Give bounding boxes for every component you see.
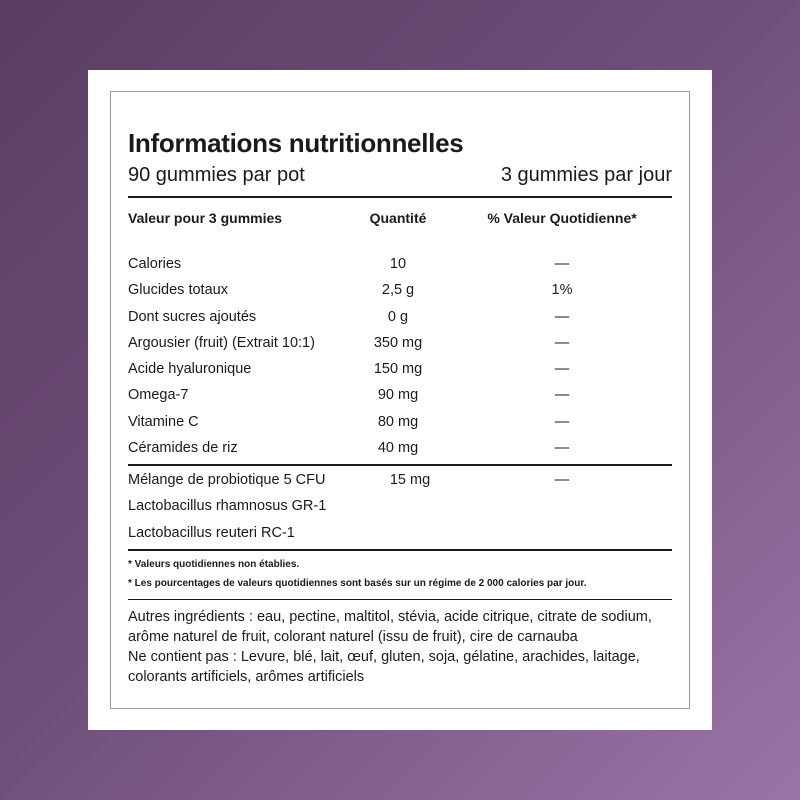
probiotic-strain: Lactobacillus reuteri RC-1 [128, 524, 295, 541]
nutrient-name: Omega-7 [128, 387, 189, 404]
footnote-calorie-basis: * Les pourcentages de valeurs quotidiennes sont basés sur un régime de 2 000 calories par jour. [128, 578, 587, 589]
nutrient-name: Dont sucres ajoutés [128, 308, 257, 325]
header-divider [128, 196, 672, 198]
column-header-name: Valeur pour 3 gummies [128, 210, 283, 226]
ingredients-divider [128, 599, 672, 600]
table-row [128, 278, 672, 304]
probiotic-divider [128, 464, 672, 466]
nutrient-quantity: 2,5 g [381, 282, 415, 299]
nutrient-name: Glucides totaux [128, 282, 228, 299]
nutrient-name: Acide hyaluronique [128, 361, 252, 378]
ingredients-section [128, 607, 672, 687]
nutrient-daily-value: — [554, 440, 570, 457]
nutrient-name: Calories [128, 256, 182, 272]
list-item [128, 494, 672, 520]
nutrient-name: Vitamine C [128, 413, 199, 430]
other-ingredients: Autres ingrédients : eau, pectine, maltitol, stévia, acide citrique, citrate de sodium, arôme naturel de fruit, colorant naturel (issu de fruit), cire de carnauba [128, 609, 652, 645]
nutrient-daily-value: — [554, 387, 570, 404]
nutrient-daily-value: — [554, 308, 570, 325]
nutrient-daily-value: — [554, 361, 570, 378]
column-header-daily-value: % Valeur Quotidienne* [487, 210, 637, 226]
nutrient-quantity: 10 [389, 256, 407, 272]
footnote-daily-values: * Valeurs quotidiennes non établies. [128, 559, 300, 570]
column-header-quantity: Quantité [369, 210, 427, 226]
nutrient-daily-value: — [554, 413, 570, 430]
nutrition-panel-frame [110, 91, 690, 709]
nutrient-quantity: 0 g [387, 308, 409, 325]
nutrient-quantity: 90 mg [377, 387, 419, 404]
nutrient-quantity: 40 mg [377, 440, 419, 457]
table-row [128, 468, 672, 494]
nutrient-rows [128, 252, 672, 462]
table-row [128, 305, 672, 331]
table-row [128, 331, 672, 357]
table-row [128, 252, 672, 278]
probiotic-quantity: 15 mg [389, 472, 431, 488]
probiotic-daily-value: — [554, 472, 570, 488]
servings-per-container: 90 gummies par pot [128, 164, 305, 186]
table-row [128, 357, 672, 383]
nutrient-name: Argousier (fruit) (Extrait 10:1) [128, 334, 315, 351]
table-row [128, 383, 672, 409]
nutrition-card [88, 70, 712, 730]
nutrient-daily-value: 1% [551, 282, 573, 299]
footnotes-divider [128, 549, 672, 551]
nutrient-quantity: 150 mg [373, 361, 423, 378]
list-item [128, 521, 672, 547]
nutrient-daily-value: — [554, 334, 570, 351]
panel-title: Informations nutritionnelles [128, 128, 464, 158]
table-row [128, 436, 672, 462]
serving-size: 3 gummies par jour [500, 164, 672, 186]
allergen-free-statement: Ne contient pas : Levure, blé, lait, œuf, gluten, soja, gélatine, arachides, laitage, colorants artificiels, arômes artificiels [128, 649, 640, 685]
nutrient-daily-value: — [554, 256, 570, 272]
probiotic-strain: Lactobacillus rhamnosus GR-1 [128, 498, 327, 515]
table-row [128, 410, 672, 436]
nutrient-quantity: 80 mg [377, 413, 419, 430]
probiotic-name: Mélange de probiotique 5 CFU [128, 472, 326, 488]
nutrient-name: Céramides de riz [128, 440, 238, 457]
probiotic-section [128, 468, 672, 547]
nutrient-quantity: 350 mg [373, 334, 423, 351]
